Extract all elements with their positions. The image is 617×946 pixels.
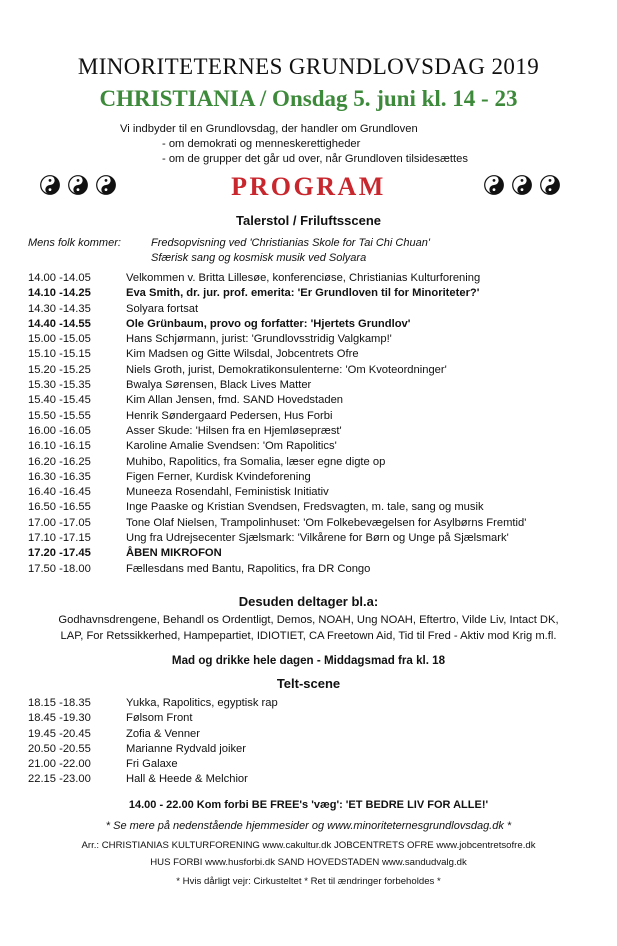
- schedule-row: [28, 546, 526, 561]
- yin-yang-icon: [540, 175, 560, 195]
- schedule-row: [28, 531, 526, 546]
- schedule-description: Figen Ferner, Kurdisk Kvindeforening: [126, 470, 311, 483]
- schedule-description: Solyara fortsat: [126, 302, 199, 315]
- schedule-time: 17.50 -18.00: [28, 562, 91, 575]
- weather-note: * Hvis dårligt vejr: Cirkusteltet * Ret til ændringer forbeholdes *: [176, 876, 441, 887]
- arrival-line: Fredsopvisning ved 'Christianias Skole for Tai Chi Chuan': [151, 237, 430, 249]
- schedule-time: 21.00 -22.00: [28, 758, 91, 771]
- schedule-row: [28, 378, 526, 393]
- schedule-time: 15.40 -15.45: [28, 394, 91, 407]
- schedule-description: Tone Olaf Nielsen, Trampolinhuset: 'Om Folkebevægelsen for Asylbørns Fremtid': [126, 516, 527, 529]
- schedule-row: [28, 772, 278, 787]
- participants-line: Godhavnsdrengene, Behandl os Ordentligt, Demos, NOAH, Ung NOAH, Eftertro, Vilde Liv, Intact DK,: [58, 614, 559, 626]
- schedule-description: Marianne Rydvald joiker: [126, 742, 247, 755]
- yin-yang-icon: [484, 175, 504, 195]
- intro-line: - om demokrati og menneskerettigheder: [162, 138, 361, 150]
- schedule-description: Karoline Amalie Svendsen: 'Om Rapolitics': [126, 440, 337, 453]
- schedule-time: 17.10 -17.15: [28, 532, 91, 545]
- main-schedule: [28, 271, 526, 577]
- stage1-heading: Talerstol / Friluftsscene: [236, 213, 381, 228]
- schedule-row: [28, 757, 278, 772]
- schedule-time: 16.00 -16.05: [28, 424, 91, 437]
- schedule-description: Følsom Front: [126, 712, 193, 725]
- schedule-time: 16.40 -16.45: [28, 486, 91, 499]
- participants-line: LAP, For Retssikkerhed, Hampepartiet, IDIOTIET, CA Freetown Aid, Tid til Fred - Aktiv mod Krig m.fl.: [60, 630, 557, 642]
- schedule-time: 15.30 -15.35: [28, 379, 91, 392]
- schedule-time: 15.00 -15.05: [28, 333, 91, 346]
- schedule-description: Hall & Heede & Melchior: [126, 773, 248, 786]
- schedule-time: 20.50 -20.55: [28, 742, 91, 755]
- schedule-row: [28, 485, 526, 500]
- intro-line: - om de grupper det går ud over, når Grundloven tilsidesættes: [162, 153, 468, 165]
- schedule-description: Henrik Søndergaard Pedersen, Hus Forbi: [126, 409, 333, 422]
- schedule-row: [28, 470, 526, 485]
- schedule-time: 16.10 -16.15: [28, 440, 91, 453]
- schedule-description: Bwalya Sørensen, Black Lives Matter: [126, 379, 312, 392]
- schedule-row: [28, 711, 278, 726]
- schedule-row: [28, 439, 526, 454]
- food-line: Mad og drikke hele dagen - Middagsmad fra kl. 18: [171, 654, 446, 667]
- schedule-row: [28, 363, 526, 378]
- schedule-description: Muneeza Rosendahl, Feministisk Initiativ: [126, 486, 329, 499]
- schedule-time: 14.10 -14.25: [28, 287, 91, 300]
- also-participating-heading: Desuden deltager bl.a:: [238, 594, 379, 609]
- program-heading: PROGRAM: [231, 172, 386, 201]
- schedule-description: Eva Smith, dr. jur. prof. emerita: 'Er Grundloven til for Minoriteter?': [126, 287, 480, 300]
- schedule-time: 15.50 -15.55: [28, 409, 91, 422]
- schedule-row: [28, 332, 526, 347]
- tent-schedule: [28, 696, 278, 788]
- schedule-description: Zofia & Venner: [126, 727, 201, 740]
- schedule-row: [28, 727, 278, 742]
- poster-subtitle: CHRISTIANIA / Onsdag 5. juni kl. 14 - 23: [99, 86, 518, 111]
- see-more-line: * Se mere på nedenstående hjemmesider og www.minoriteternesgrundlovsdag.dk *: [105, 820, 512, 832]
- schedule-row: [28, 742, 278, 757]
- schedule-time: 18.15 -18.35: [28, 697, 91, 709]
- schedule-time: 18.45 -19.30: [28, 712, 91, 725]
- organizers-line: Arr.: CHRISTIANIAS KULTURFORENING www.cakultur.dk JOBCENTRETS OFRE www.jobcentretsofre.dk: [81, 840, 536, 851]
- yin-yang-icon: [512, 175, 532, 195]
- schedule-description: Muhibo, Rapolitics, fra Somalia, læser egne digte op: [126, 455, 386, 468]
- schedule-time: 17.20 -17.45: [28, 547, 91, 560]
- organizers-line-2: HUS FORBI www.husforbi.dk SAND HOVEDSTADEN www.sandudvalg.dk: [150, 857, 467, 868]
- schedule-row: [28, 302, 526, 317]
- schedule-time: 14.30 -14.35: [28, 302, 91, 315]
- schedule-time: 17.00 -17.05: [28, 516, 91, 529]
- schedule-row: [28, 562, 526, 577]
- schedule-description: ÅBEN MIKROFON: [126, 547, 222, 560]
- schedule-description: Kim Madsen og Gitte Wilsdal, Jobcentrets Ofre: [126, 348, 359, 361]
- stage2-heading: Telt-scene: [276, 676, 341, 691]
- schedule-description: Kim Allan Jensen, fmd. SAND Hovedstaden: [126, 394, 344, 407]
- schedule-row: [28, 317, 526, 332]
- schedule-description: Fri Galaxe: [126, 758, 178, 771]
- schedule-time: 15.20 -15.25: [28, 363, 91, 376]
- schedule-time: 16.50 -16.55: [28, 501, 91, 514]
- arrival-label: Mens folk kommer:: [28, 237, 121, 249]
- schedule-time: 16.20 -16.25: [28, 455, 91, 468]
- arrival-line: Sfærisk sang og kosmisk musik ved Solyara: [151, 252, 367, 264]
- schedule-description: Ung fra Udrejsecenter Sjælsmark: 'Vilkårene for Børn og Unge på Sjælsmark': [126, 532, 509, 545]
- schedule-description: Inge Paaske og Kristian Svendsen, Fredsvagten, m. tale, sang og musik: [126, 501, 484, 514]
- poster-title: MINORITETERNES GRUNDLOVSDAG 2019: [77, 54, 540, 79]
- schedule-row: [28, 286, 526, 301]
- schedule-time: 22.15 -23.00: [28, 773, 91, 786]
- schedule-row: [28, 424, 526, 439]
- schedule-description: Fællesdans med Bantu, Rapolitics, fra DR Congo: [126, 562, 371, 575]
- schedule-row: [28, 347, 526, 362]
- schedule-row: [28, 500, 526, 515]
- yin-yang-group-right: [484, 175, 560, 195]
- schedule-row: [28, 393, 526, 408]
- schedule-row: [28, 516, 526, 531]
- schedule-description: Yukka, Rapolitics, egyptisk rap: [126, 697, 278, 709]
- participants-list: [0, 612, 617, 644]
- schedule-row: [28, 271, 526, 286]
- schedule-description: Ole Grünbaum, provo og forfatter: 'Hjertets Grundlov': [126, 317, 411, 330]
- be-free-line: 14.00 - 22.00 Kom forbi BE FREE's 'væg': 'ET BEDRE LIV FOR ALLE!': [128, 799, 489, 811]
- schedule-description: Velkommen v. Britta Lillesøe, konferenciøse, Christianias Kulturforening: [126, 272, 481, 284]
- intro-text: [120, 122, 468, 167]
- schedule-description: Niels Groth, jurist, Demokratikonsulenterne: 'Om Kvoteordninger': [126, 363, 447, 376]
- schedule-time: 19.45 -20.45: [28, 727, 91, 740]
- schedule-row: [28, 696, 278, 711]
- schedule-time: 15.10 -15.15: [28, 348, 91, 361]
- schedule-description: Hans Schjørmann, jurist: 'Grundlovsstridig Valgkamp!': [126, 333, 392, 346]
- schedule-row: [28, 409, 526, 424]
- arrival-program: [28, 236, 430, 266]
- schedule-description: Asser Skude: 'Hilsen fra en Hjemløsepræst': [126, 424, 342, 437]
- schedule-time: 14.40 -14.55: [28, 317, 91, 330]
- schedule-time: 14.00 -14.05: [28, 272, 91, 284]
- schedule-row: [28, 455, 526, 470]
- schedule-time: 16.30 -16.35: [28, 470, 91, 483]
- intro-line: Vi indbyder til en Grundlovsdag, der handler om Grundloven: [120, 123, 418, 135]
